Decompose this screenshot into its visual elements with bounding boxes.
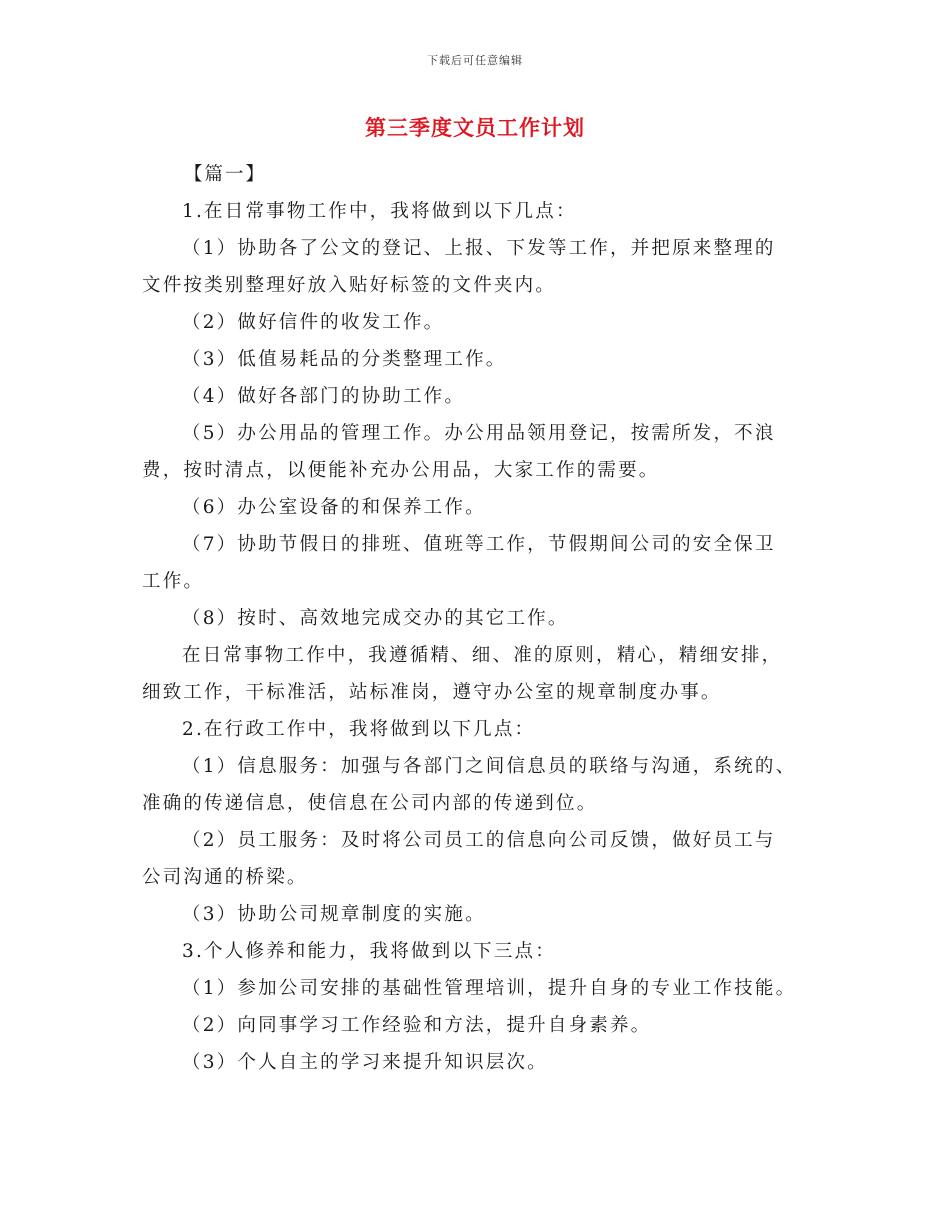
header-note: 下载后可任意编辑 — [427, 54, 523, 67]
paragraph-line: 文件按类别整理好放入贴好标签的文件夹内。 — [142, 275, 557, 296]
paragraph-line: （5）办公用品的管理工作。办公用品领用登记，按需所发，不浪 — [182, 423, 776, 444]
document-title: 第三季度文员工作计划 — [365, 115, 585, 140]
paragraph-line: 工作。 — [142, 571, 205, 592]
paragraph-line: 在日常事物工作中，我遵循精、细、准的原则，精心，精细安排， — [182, 645, 783, 666]
paragraph-line: （7）协助节假日的排班、值班等工作，节假期间公司的安全保卫 — [182, 534, 776, 555]
paragraph-line: （4）做好各部门的协助工作。 — [182, 386, 466, 407]
paragraph-line: 1.在日常事物工作中，我将做到以下几点： — [182, 201, 577, 222]
paragraph-line: （3）协助公司规章制度的实施。 — [182, 904, 486, 925]
paragraph-line: 细致工作，干标准活，站标准岗，遵守办公室的规章制度办事。 — [142, 682, 722, 703]
paragraph-line: （2）做好信件的收发工作。 — [182, 312, 445, 333]
paragraph-line: 公司沟通的桥梁。 — [142, 867, 308, 888]
paragraph-line: （1）信息服务：加强与各部门之间信息员的联络与沟通，系统的、 — [182, 756, 797, 777]
paragraph-line: （3）个人自主的学习来提升知识层次。 — [182, 1052, 548, 1073]
paragraph-line: （1）协助各了公文的登记、上报、下发等工作，并把原来整理的 — [182, 238, 776, 259]
paragraph-line: （6）办公室设备的和保养工作。 — [182, 497, 486, 518]
paragraph-line: 准确的传递信息，使信息在公司内部的传递到位。 — [142, 793, 598, 814]
paragraph-line: （1）参加公司安排的基础性管理培训，提升自身的专业工作技能。 — [182, 978, 797, 999]
paragraph-line: （2）员工服务：及时将公司员工的信息向公司反馈，做好员工与 — [182, 830, 776, 851]
document-body — [142, 156, 817, 1081]
paragraph-line: （8）按时、高效地完成交办的其它工作。 — [182, 608, 569, 629]
paragraph-line: （2）向同事学习工作经验和方法，提升自身素养。 — [182, 1015, 652, 1036]
paragraph-line: （3）低值易耗品的分类整理工作。 — [182, 349, 507, 370]
paragraph-line: 3.个人修养和能力，我将做到以下三点： — [182, 941, 556, 962]
paragraph-line: 2.在行政工作中，我将做到以下几点： — [182, 719, 536, 740]
section-heading: 【篇一】 — [184, 164, 267, 185]
paragraph-line: 费，按时清点，以便能补充办公用品，大家工作的需要。 — [142, 460, 660, 481]
